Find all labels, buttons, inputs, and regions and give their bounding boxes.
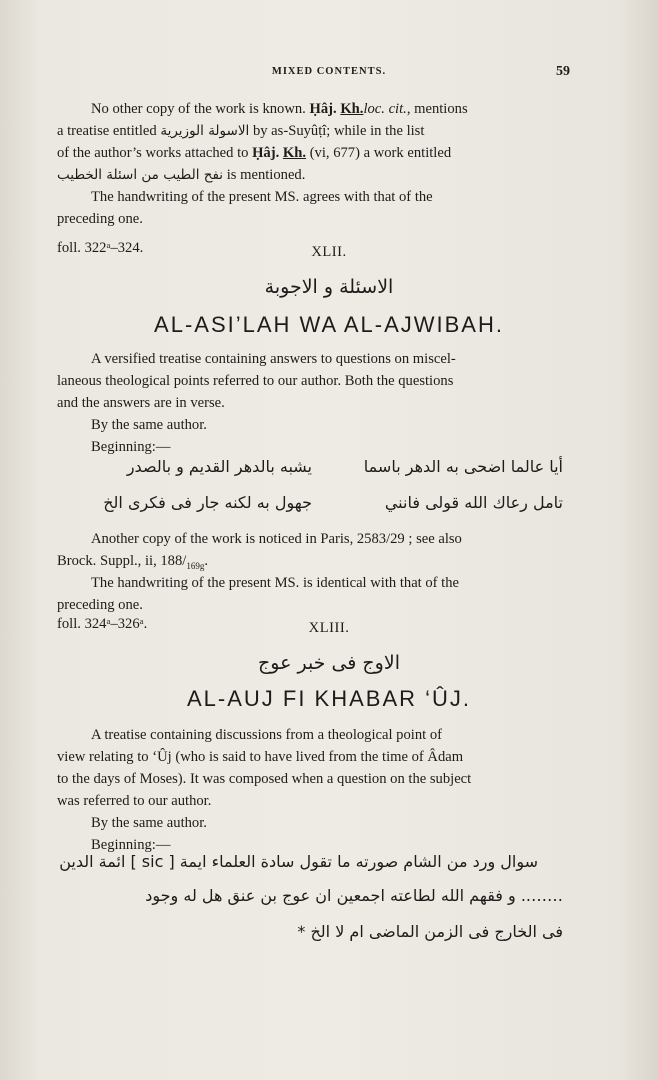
running-head-title: MIXED CONTENTS. [271, 66, 387, 77]
author-line: By the same author. [91, 815, 207, 831]
copy-line: . [204, 553, 208, 569]
desc-line: and the answers are in verse. [57, 395, 225, 411]
intro-text: (vi, 677) a work entitled [309, 145, 452, 161]
haj-abbrev: Ḥâj. [252, 145, 280, 161]
hand-line: preceding one. [57, 597, 143, 613]
page-number: 59 [556, 64, 570, 79]
verse-1-hemistich-a: أيا عالما اضحى به الدهر باسما [363, 457, 563, 476]
verse-2-hemistich-b: جهول به لكنه جار فى فكرى الخ [103, 493, 312, 512]
hand-line: The handwriting of the present MS. is identical with that of the [91, 575, 460, 591]
beginning-arabic-2: …….. و فقهم الله لطاعته اجمعين ان عوج بن عنق هل له وجود [145, 886, 563, 905]
section-numeral-42: XLII. [311, 244, 347, 260]
arabic-title-43: الاوج فى خبر عوج [258, 652, 400, 674]
section-title-42: AL-ASI’LAH WA AL-AJWIBAH. [154, 312, 504, 337]
beginning-label: Beginning:— [91, 439, 171, 455]
arabic-title-42: الاسئلة و الاجوبة [264, 276, 394, 298]
copy-subscript: 169g [186, 560, 205, 571]
author-line: By the same author. [91, 417, 207, 433]
verse-2-hemistich-a: تامل رعاك الله قولى فانني [384, 493, 563, 512]
intro-text: a treatise entitled [57, 123, 157, 139]
note-line: preceding one. [57, 211, 143, 227]
intro-text: by as-Suyûṭî; while in the list [252, 123, 425, 139]
section-numeral-43: XLIII. [308, 620, 350, 636]
beginning-arabic-1: سوال ورد من الشام صورته ما تقول سادة العلماء ايمة [ sic ] ائمة الدين [59, 852, 538, 871]
note-line: The handwriting of the present MS. agrees with that of the [91, 189, 433, 205]
intro-note [57, 186, 567, 230]
desc-line: view relating to ‘Ûj (who is said to have lived from the time of Âdam [57, 749, 464, 765]
intro-text: is mentioned. [226, 167, 306, 183]
description-43 [57, 724, 567, 856]
desc-line: A treatise containing discussions from a theological point of [91, 727, 442, 743]
folio-range-42: foll. 322ᵃ–324. [57, 240, 144, 256]
running-head [0, 64, 658, 84]
beginning-arabic-3: فى الخارج فى الزمن الماضى ام لا الخ * [297, 922, 563, 941]
kh-abbrev: Kh. [282, 145, 307, 161]
arabic-inline-title: نفح الطيب من اسئلة الخطيب [57, 167, 224, 183]
loc-cit: loc. cit. [363, 101, 407, 117]
arabic-inline-title: الاسولة الوزيرية [160, 123, 250, 139]
description-42 [57, 348, 567, 458]
intro-text: of the author’s works attached to [57, 145, 249, 161]
haj-abbrev: Ḥâj. [309, 101, 337, 117]
beginning-label: Beginning:— [91, 837, 171, 853]
desc-line: A versified treatise containing answers to questions on miscel- [91, 351, 456, 367]
copy-line: Another copy of the work is noticed in Paris, 2583/29 ; see also [91, 531, 462, 547]
verse-1-hemistich-b: يشبه بالدهر القديم و بالصدر [126, 457, 312, 476]
desc-line: to the days of Moses). It was composed when a question on the subject [57, 771, 472, 787]
copy-line: Brock. Suppl., ii, 188/ [57, 553, 187, 569]
section-title-43: AL-AUJ FI KHABAR ‘ÛJ. [186, 686, 472, 711]
copy-note-42 [57, 528, 567, 616]
desc-line: was referred to our author. [57, 793, 212, 809]
intro-paragraph [57, 98, 567, 186]
desc-line: laneous theological points referred to our author. Both the questions [57, 373, 454, 389]
intro-text: No other copy of the work is known. [91, 101, 306, 117]
folio-range-43: foll. 324ᵃ–326ᵃ. [57, 616, 148, 632]
intro-text: , mentions [406, 101, 468, 117]
kh-abbrev: Kh. [340, 101, 364, 117]
